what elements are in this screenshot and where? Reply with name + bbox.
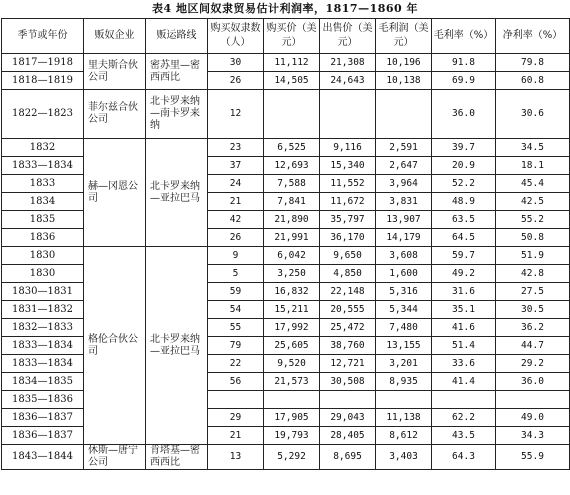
cell-gross: 2,647 <box>376 157 432 175</box>
cell-gross-rate: 59.7 <box>432 247 496 265</box>
cell-gross: 5,316 <box>376 283 432 301</box>
cell-season: 1830 <box>2 265 84 283</box>
cell-net-rate: 36.2 <box>496 319 570 337</box>
cell-sale: 15,340 <box>320 157 376 175</box>
cell-route: 肯塔基—密西西比 <box>146 445 208 470</box>
cell-gross-rate: 36.0 <box>432 90 496 139</box>
cell-firm: 格伦合伙公司 <box>84 247 146 445</box>
header-sale: 出售价（美元） <box>320 19 376 54</box>
cell-purchase: 17,905 <box>264 409 320 427</box>
cell-gross: 3,831 <box>376 193 432 211</box>
cell-slaves: 26 <box>208 72 264 90</box>
cell-gross-rate: 39.7 <box>432 139 496 157</box>
header-gross-rate: 毛利率（%） <box>432 19 496 54</box>
cell-sale: 21,308 <box>320 54 376 72</box>
cell-season: 1832—1833 <box>2 319 84 337</box>
cell-slaves: 9 <box>208 247 264 265</box>
cell-net-rate: 30.5 <box>496 301 570 319</box>
cell-gross-rate: 41.6 <box>432 319 496 337</box>
cell-sale: 4,850 <box>320 265 376 283</box>
cell-gross: 8,612 <box>376 427 432 445</box>
cell-sale: 28,405 <box>320 427 376 445</box>
cell-net-rate: 55.9 <box>496 445 570 470</box>
cell-purchase: 3,250 <box>264 265 320 283</box>
cell-sale <box>320 391 376 409</box>
cell-slaves: 26 <box>208 229 264 247</box>
cell-season: 1833—1834 <box>2 157 84 175</box>
cell-gross-rate: 51.4 <box>432 337 496 355</box>
cell-purchase <box>264 391 320 409</box>
cell-gross-rate: 49.2 <box>432 265 496 283</box>
cell-season: 1822—1823 <box>2 90 84 139</box>
cell-gross-rate: 64.5 <box>432 229 496 247</box>
cell-gross: 2,591 <box>376 139 432 157</box>
table-row <box>2 54 570 72</box>
cell-slaves: 24 <box>208 175 264 193</box>
cell-slaves: 79 <box>208 337 264 355</box>
cell-net-rate: 27.5 <box>496 283 570 301</box>
cell-gross: 3,403 <box>376 445 432 470</box>
cell-purchase: 21,991 <box>264 229 320 247</box>
cell-purchase: 25,605 <box>264 337 320 355</box>
cell-net-rate: 79.8 <box>496 54 570 72</box>
cell-net-rate: 18.1 <box>496 157 570 175</box>
cell-purchase: 16,832 <box>264 283 320 301</box>
cell-net-rate: 50.8 <box>496 229 570 247</box>
cell-slaves <box>208 391 264 409</box>
cell-gross-rate: 33.6 <box>432 355 496 373</box>
cell-gross: 3,201 <box>376 355 432 373</box>
cell-purchase: 17,992 <box>264 319 320 337</box>
cell-sale: 25,472 <box>320 319 376 337</box>
cell-season: 1834 <box>2 193 84 211</box>
cell-gross-rate: 69.9 <box>432 72 496 90</box>
cell-sale: 9,650 <box>320 247 376 265</box>
cell-season: 1833 <box>2 175 84 193</box>
cell-gross-rate: 91.8 <box>432 54 496 72</box>
cell-season: 1832 <box>2 139 84 157</box>
cell-slaves: 37 <box>208 157 264 175</box>
header-route: 贩运路线 <box>146 19 208 54</box>
cell-gross: 10,138 <box>376 72 432 90</box>
cell-slaves: 5 <box>208 265 264 283</box>
cell-purchase: 14,505 <box>264 72 320 90</box>
cell-gross-rate: 20.9 <box>432 157 496 175</box>
cell-season: 1836 <box>2 229 84 247</box>
table-row <box>2 90 570 139</box>
cell-route: 北卡罗来纳—亚拉巴马 <box>146 139 208 247</box>
table-row <box>2 247 570 265</box>
cell-sale: 35,797 <box>320 211 376 229</box>
cell-season: 1833—1834 <box>2 355 84 373</box>
cell-net-rate: 49.0 <box>496 409 570 427</box>
cell-firm: 菲尔兹合伙公司 <box>84 90 146 139</box>
cell-sale: 11,672 <box>320 193 376 211</box>
cell-gross-rate <box>432 391 496 409</box>
cell-net-rate: 36.0 <box>496 373 570 391</box>
cell-season: 1833—1834 <box>2 337 84 355</box>
cell-gross: 13,907 <box>376 211 432 229</box>
cell-gross-rate: 41.4 <box>432 373 496 391</box>
cell-season: 1835—1836 <box>2 391 84 409</box>
cell-sale: 20,555 <box>320 301 376 319</box>
cell-season: 1835 <box>2 211 84 229</box>
cell-season: 1831—1832 <box>2 301 84 319</box>
cell-net-rate: 29.2 <box>496 355 570 373</box>
cell-net-rate: 30.6 <box>496 90 570 139</box>
cell-net-rate: 51.9 <box>496 247 570 265</box>
cell-gross: 5,344 <box>376 301 432 319</box>
cell-net-rate: 34.5 <box>496 139 570 157</box>
cell-firm: 赫—冈恩公司 <box>84 139 146 247</box>
cell-gross <box>376 391 432 409</box>
cell-slaves: 12 <box>208 90 264 139</box>
cell-net-rate: 44.7 <box>496 337 570 355</box>
cell-net-rate: 55.2 <box>496 211 570 229</box>
cell-sale: 12,721 <box>320 355 376 373</box>
table-row <box>2 445 570 470</box>
header-season: 季节或年份 <box>2 19 84 54</box>
cell-purchase <box>264 90 320 139</box>
cell-slaves: 21 <box>208 193 264 211</box>
cell-purchase: 7,588 <box>264 175 320 193</box>
table-row <box>2 139 570 157</box>
cell-net-rate: 34.3 <box>496 427 570 445</box>
cell-sale: 38,760 <box>320 337 376 355</box>
cell-slaves: 13 <box>208 445 264 470</box>
cell-season: 1830 <box>2 247 84 265</box>
header-firm: 贩奴企业 <box>84 19 146 54</box>
cell-sale: 8,695 <box>320 445 376 470</box>
header-gross: 毛利润（美元） <box>376 19 432 54</box>
cell-gross: 8,935 <box>376 373 432 391</box>
cell-gross: 1,600 <box>376 265 432 283</box>
cell-purchase: 19,793 <box>264 427 320 445</box>
cell-slaves: 56 <box>208 373 264 391</box>
cell-net-rate: 60.8 <box>496 72 570 90</box>
cell-purchase: 21,573 <box>264 373 320 391</box>
cell-season: 1836—1837 <box>2 409 84 427</box>
cell-slaves: 54 <box>208 301 264 319</box>
cell-slaves: 21 <box>208 427 264 445</box>
cell-gross: 13,155 <box>376 337 432 355</box>
cell-gross-rate: 35.1 <box>432 301 496 319</box>
cell-net-rate: 42.8 <box>496 265 570 283</box>
cell-route: 密苏里—密西西比 <box>146 54 208 90</box>
cell-purchase: 7,841 <box>264 193 320 211</box>
cell-gross: 14,179 <box>376 229 432 247</box>
cell-gross-rate: 48.9 <box>432 193 496 211</box>
cell-season: 1843—1844 <box>2 445 84 470</box>
cell-gross-rate: 62.2 <box>432 409 496 427</box>
cell-season: 1817—1918 <box>2 54 84 72</box>
profit-rate-table <box>1 18 570 470</box>
cell-purchase: 15,211 <box>264 301 320 319</box>
cell-route: 北卡罗来纳—亚拉巴马 <box>146 247 208 445</box>
cell-sale: 24,643 <box>320 72 376 90</box>
cell-purchase: 6,525 <box>264 139 320 157</box>
cell-sale: 9,116 <box>320 139 376 157</box>
cell-slaves: 22 <box>208 355 264 373</box>
cell-gross: 10,196 <box>376 54 432 72</box>
cell-purchase: 11,112 <box>264 54 320 72</box>
cell-season: 1836—1837 <box>2 427 84 445</box>
cell-net-rate: 42.5 <box>496 193 570 211</box>
cell-slaves: 29 <box>208 409 264 427</box>
cell-slaves: 55 <box>208 319 264 337</box>
cell-sale: 29,043 <box>320 409 376 427</box>
header-slaves: 购买奴隶数（人） <box>208 19 264 54</box>
header-row <box>2 19 570 54</box>
cell-gross: 11,138 <box>376 409 432 427</box>
cell-sale <box>320 90 376 139</box>
cell-slaves: 42 <box>208 211 264 229</box>
cell-slaves: 59 <box>208 283 264 301</box>
cell-gross: 3,964 <box>376 175 432 193</box>
header-net-rate: 净利率（%） <box>496 19 570 54</box>
cell-route: 北卡罗来纳—南卡罗来纳 <box>146 90 208 139</box>
cell-sale: 11,552 <box>320 175 376 193</box>
cell-net-rate: 45.4 <box>496 175 570 193</box>
cell-gross-rate: 64.3 <box>432 445 496 470</box>
cell-sale: 22,148 <box>320 283 376 301</box>
cell-purchase: 21,890 <box>264 211 320 229</box>
cell-season: 1834—1835 <box>2 373 84 391</box>
header-purchase: 购买价（美元） <box>264 19 320 54</box>
cell-gross-rate: 52.2 <box>432 175 496 193</box>
cell-purchase: 12,693 <box>264 157 320 175</box>
cell-gross-rate: 63.5 <box>432 211 496 229</box>
cell-gross: 3,608 <box>376 247 432 265</box>
cell-gross-rate: 31.6 <box>432 283 496 301</box>
table-caption: 表4 地区间奴隶贸易估计利润率，1817—1860 年 <box>151 2 419 15</box>
cell-sale: 36,170 <box>320 229 376 247</box>
cell-gross: 7,480 <box>376 319 432 337</box>
cell-slaves: 30 <box>208 54 264 72</box>
cell-sale: 30,508 <box>320 373 376 391</box>
cell-season: 1830—1831 <box>2 283 84 301</box>
cell-purchase: 9,520 <box>264 355 320 373</box>
cell-net-rate <box>496 391 570 409</box>
cell-gross-rate: 43.5 <box>432 427 496 445</box>
cell-season: 1818—1819 <box>2 72 84 90</box>
cell-firm: 休斯—唐宁公司 <box>84 445 146 470</box>
cell-purchase: 5,292 <box>264 445 320 470</box>
cell-gross <box>376 90 432 139</box>
cell-firm: 里夫斯合伙公司 <box>84 54 146 90</box>
cell-slaves: 23 <box>208 139 264 157</box>
cell-purchase: 6,042 <box>264 247 320 265</box>
